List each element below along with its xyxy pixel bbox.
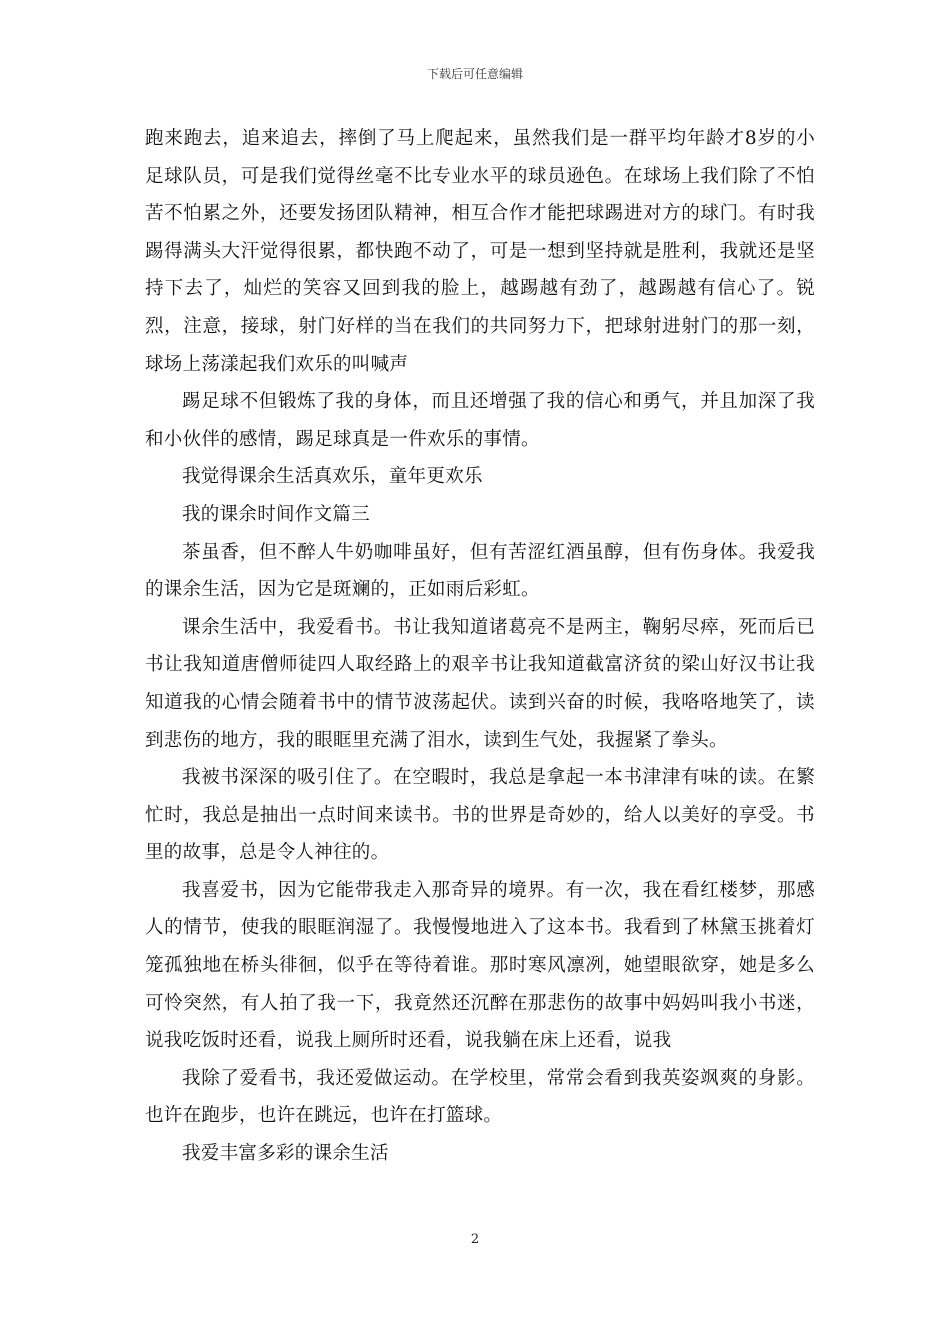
page-number: 2 — [470, 1232, 480, 1247]
page-header: 下载后可任意编辑 — [426, 67, 523, 81]
paragraph-3: 我觉得课余生活真欢乐，童年更欢乐 — [182, 466, 483, 488]
paragraph-1: 跑来跑去，追来追去，摔倒了马上爬起来，虽然我们是一群平均年龄才8岁的小足球队员，可是我们觉得丝毫不比专业水平的球员逊色。在球场上我们除了不怕苦不怕累之外，还要发扬团队精神，相互合作才能把球踢进对方的球门。有时我踢得满头大汗觉得很累，都快跑不动了，可是一想到坚持就是胜利，我就还是坚持下去了，灿烂的笑容又回到我的脸上，越踢越有劲了，越踢越有信心了。锐烈，注意，接球，射门好样的当在我们的共同努力下，把球射进射门的那一刻，球场上荡漾起我们欢乐的叫喊声 — [145, 128, 815, 375]
section-heading: 我的课余时间作文篇三 — [182, 503, 371, 525]
paragraph-9: 我除了爱看书，我还爱做运动。在学校里，常常会看到我英姿飒爽的身影。也许在跑步，也许在跳远，也许在打篮球。 — [145, 1067, 815, 1127]
paragraph-5: 茶虽香，但不醉人牛奶咖啡虽好，但有苦涩红酒虽醇，但有伤身体。我爱我的课余生活，因为它是斑斓的，正如雨后彩虹。 — [145, 541, 815, 601]
paragraph-10: 我爱丰富多彩的课余生活 — [182, 1143, 389, 1165]
document-body — [145, 120, 815, 1173]
paragraph-2: 踢足球不但锻炼了我的身体，而且还增强了我的信心和勇气，并且加深了我和小伙伴的感情，踢足球真是一件欢乐的事情。 — [145, 391, 815, 450]
paragraph-7: 我被书深深的吸引住了。在空暇时，我总是拿起一本书津津有味的读。在繁忙时，我总是抽出一点时间来读书。书的世界是奇妙的，给人以美好的享受。书里的故事，总是令人神往的。 — [145, 767, 815, 864]
paragraph-6: 课余生活中，我爱看书。书让我知道诸葛亮不是两主，鞠躬尽瘁，死而后已书让我知道唐僧师徒四人取经路上的艰辛书让我知道截富济贫的梁山好汉书让我知道我的心情会随着书中的情节波荡起伏。读到兴奋的时候，我咯咯地笑了，读到悲伤的地方，我的眼眶里充满了泪水，读到生气处，我握紧了拳头。 — [145, 616, 815, 751]
paragraph-8: 我喜爱书，因为它能带我走入那奇异的境界。有一次，我在看红楼梦，那感人的情节，使我的眼眶润湿了。我慢慢地进入了这本书。我看到了林黛玉挑着灯笼孤独地在桥头徘徊，似乎在等待着谁。那时寒风凛冽，她望眼欲穿，她是多么可怜突然，有人拍了我一下，我竟然还沉醉在那悲伤的故事中妈妈叫我小书迷，说我吃饭时还看，说我上厕所时还看，说我躺在床上还看，说我 — [145, 879, 815, 1052]
